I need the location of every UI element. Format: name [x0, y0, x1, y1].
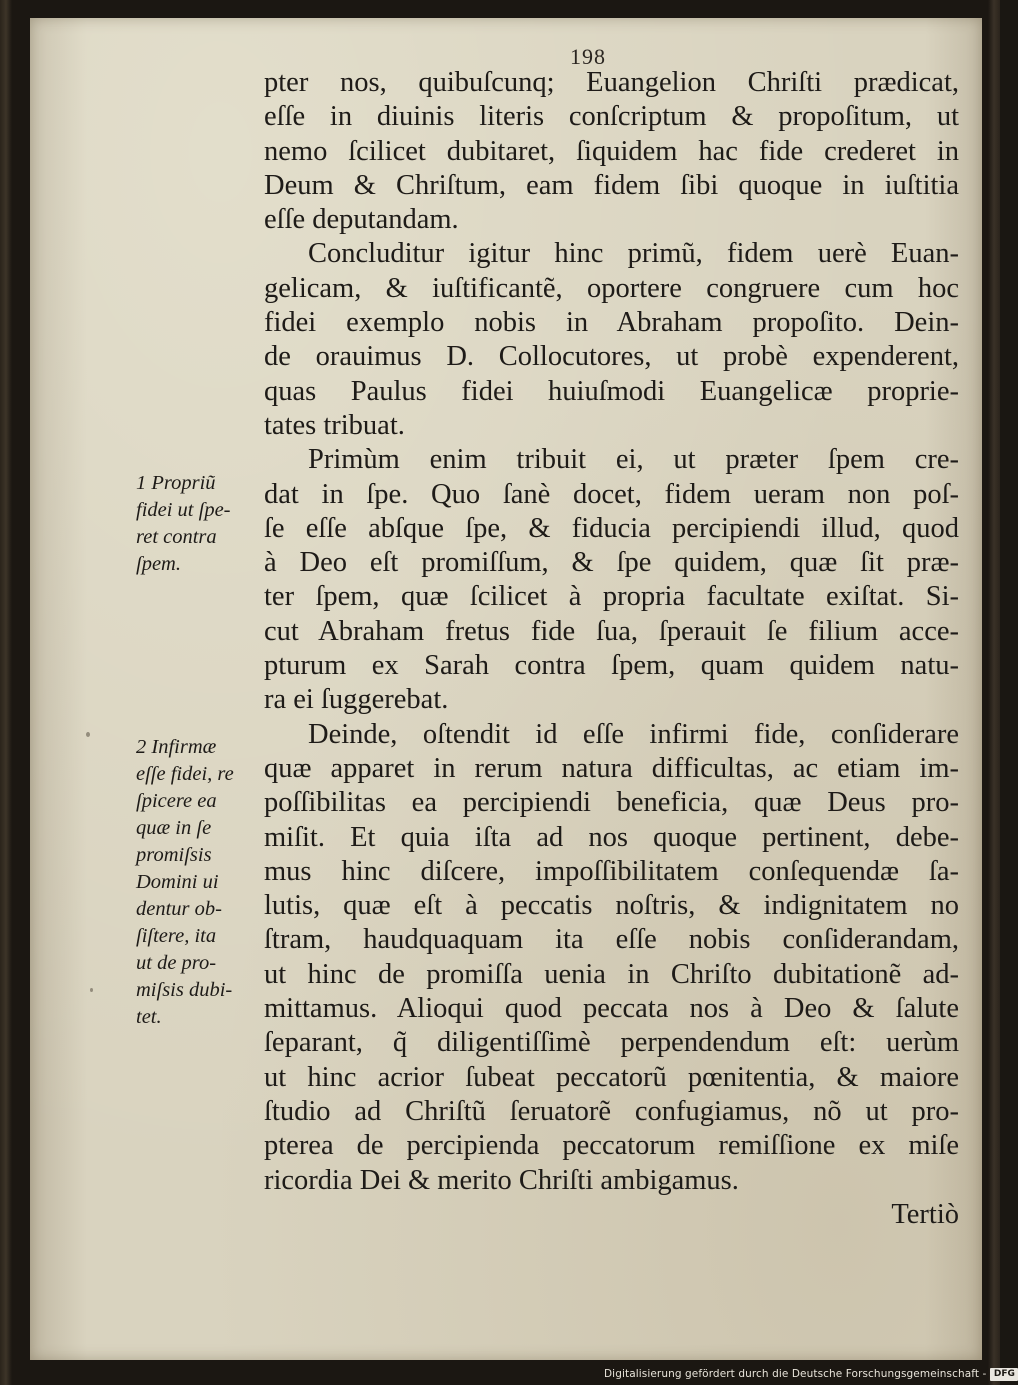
text-line: pter nos, quibuſcunq; Euangelion Chriſti prædicat, — [264, 67, 959, 98]
text-line: cut Abraham fretus fide ſua, ſperauit ſe filium acce- — [264, 615, 959, 647]
main-text-block — [264, 66, 959, 1232]
text-line: pturum ex Sarah contra ſpem, quam quidem natu- — [264, 650, 959, 682]
text-line: quas Paulus fidei huiuſmodi Euangelicæ proprie- — [264, 375, 959, 407]
paragraph-2 — [264, 237, 959, 443]
text-line: eſſe in diuinis literis conſcriptum & propoſitum, ut — [264, 101, 959, 133]
text-line: poſſibilitas ea percipiendi beneficia, quæ Deus pro- — [264, 787, 959, 819]
text-line: Deinde, oſtendit id eſſe infirmi fide, conſiderare — [308, 718, 959, 750]
margin-line: dentur ob- — [136, 898, 222, 920]
text-line: nemo ſcilicet dubitaret, ſiquidem hac fide crederet in — [264, 135, 959, 167]
text-line: ſeparant, q̃ diligentiſſimè perpendendum eſt: uerùm — [264, 1027, 959, 1059]
margin-line: fidei ut ſpe- — [136, 499, 231, 521]
margin-line: 2 Infirmæ — [136, 736, 217, 758]
text-line: dat in ſpe. Quo ſanè docet, fidem ueram non poſ- — [264, 478, 959, 510]
text-line: lutis, quæ eſt à peccatis noſtris, & indignitatem no — [264, 890, 959, 922]
text-line: ſtram, haudquaquam ita eſſe nobis conſiderandam, — [264, 924, 959, 956]
margin-line: 1 Propriũ — [136, 472, 216, 494]
text-line: mus hinc diſcere, impoſſibilitatem conſequendæ ſa- — [264, 855, 959, 887]
text-line: tates tribuat. — [264, 409, 405, 441]
catchword: Tertiò — [891, 1198, 959, 1230]
text-line: quæ apparet in rerum natura difficultas, ac etiam im- — [264, 752, 959, 784]
text-line: ricordia Dei & merito Chriſti ambigamus. — [264, 1164, 739, 1196]
page-number: 198 — [570, 44, 606, 69]
text-line: de orauimus D. Collocutores, ut probè expenderent, — [264, 341, 959, 373]
ink-spot — [90, 988, 93, 992]
footer-credit-text: Digitalisierung gefördert durch die Deutsche Forschungsgemeinschaft - — [604, 1368, 987, 1380]
margin-line: promiſsis — [136, 844, 212, 866]
margin-line: Domini ui — [136, 871, 219, 893]
text-line: Concluditur igitur hinc primũ, fidem uerè Euan- — [308, 238, 959, 270]
text-line: ſe eſſe abſque ſpe, & fiducia percipiendi illud, quod — [264, 512, 959, 544]
text-line: ter ſpem, quæ ſcilicet à propria facultate exiſtat. Si- — [264, 581, 959, 613]
text-line: à Deo eſt promiſſum, & ſpe quidem, quæ ſit præ- — [264, 547, 959, 579]
text-line: pterea de percipienda peccatorum remiſſione ex miſe — [264, 1130, 959, 1162]
margin-line: tet. — [136, 1006, 162, 1028]
paragraph-1 — [264, 66, 959, 237]
text-line: miſit. Et quia iſta ad nos quoque pertinent, debe- — [264, 821, 959, 853]
text-line: gelicam, & iuſtificantẽ, oportere congruere cum hoc — [264, 272, 959, 304]
paragraph-3 — [264, 443, 959, 717]
margin-line: ut de pro- — [136, 952, 217, 974]
margin-note-2 — [136, 734, 276, 1031]
margin-line: miſsis dubi- — [136, 979, 233, 1001]
dfg-logo-icon: DFG — [990, 1368, 1018, 1381]
margin-line: quæ in ſe — [136, 817, 212, 839]
margin-line: ſpicere ea — [136, 790, 217, 812]
margin-line: ret contra — [136, 526, 217, 548]
text-line: eſſe deputandam. — [264, 204, 459, 236]
margin-line: eſſe fidei, re — [136, 763, 234, 785]
margin-line: ſiſtere, ita — [136, 925, 217, 947]
text-line: ut hinc de promiſſa uenia in Chriſto dubitationẽ ad- — [264, 958, 959, 990]
margin-line: ſpem. — [136, 553, 181, 575]
footer-credit-bar — [604, 1366, 1018, 1382]
text-line: mittamus. Alioqui quod peccata nos à Deo & ſalute — [264, 993, 959, 1025]
paragraph-4 — [264, 718, 959, 1198]
text-line: ra ei ſuggerebat. — [264, 684, 449, 716]
text-line: fidei exemplo nobis in Abraham propoſito. Dein- — [264, 307, 959, 339]
catchword-paragraph — [264, 1198, 959, 1232]
text-line: ut hinc acrior ſubeat peccatorũ pœnitentia, & maiore — [264, 1061, 959, 1093]
margin-note-1 — [136, 470, 276, 578]
text-line: Primùm enim tribuit ei, ut præter ſpem cre- — [308, 444, 959, 476]
ink-spot — [86, 732, 90, 737]
text-line: Deum & Chriſtum, eam fidem ſibi quoque in iuſtitia — [264, 169, 959, 201]
text-line: ſtudio ad Chriſtũ ſeruatorẽ confugiamus, nõ ut pro- — [264, 1095, 959, 1127]
